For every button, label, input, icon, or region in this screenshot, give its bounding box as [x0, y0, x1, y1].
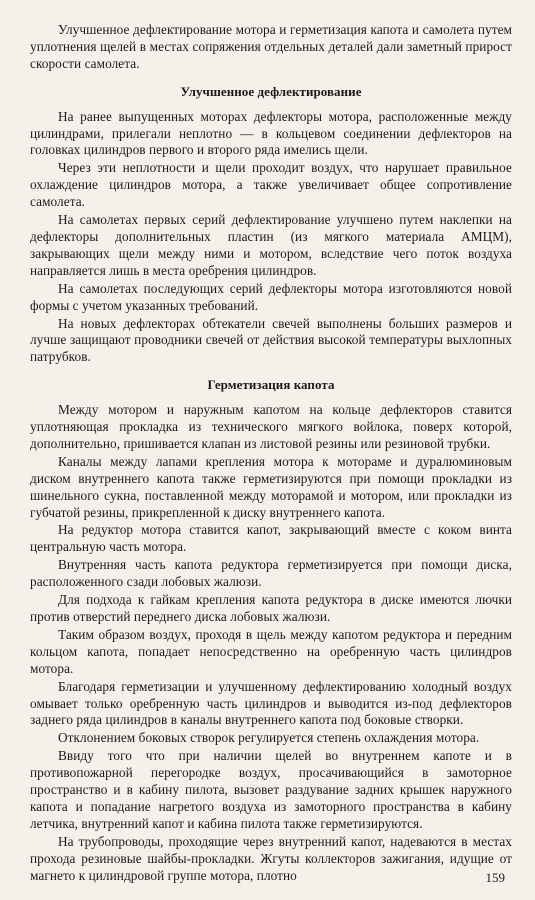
paragraph: Ввиду того что при наличии щелей во внутреннем капоте и в противопожарной перегородке воздух, просачивающийся в замоторное пространство и в кабину пилота, вызовет раздувание задних крышек наружного капота и попадание нагретого воздуха из замоторного пространства в кабину летчика, внутренний капот и кабина пилота также герметизируются. — [30, 748, 512, 831]
paragraph: Отклонением боковых створок регулируется степень охлаждения мотора. — [58, 730, 480, 746]
paragraph: Внутренняя часть капота редуктора герметизируется при помощи диска, расположенного сзади лобовых жалюзи. — [30, 557, 512, 590]
paragraph: На трубопроводы, проходящие через внутренний капот, надеваются в местах прохода резиновые шайбы-прокладки. Жгуты коллекторов зажигания, идущие от магнето к цилиндровой группе мотора, плотно — [30, 833, 512, 883]
paragraph: Благодаря герметизации и улучшенному дефлектированию холодный воздух омывает только оребренную часть цилиндров и выводится из-под дефлекторов заднего ряда цилиндров в каналы внутреннего капота под боковые створки. — [30, 678, 512, 728]
intro-paragraph: Улучшенное дефлектирование мотора и герметизация капота и самолета путем уплотнения щелей в местах сопряжения отдельных деталей дали заметный прирост скорости самолета. — [30, 22, 512, 71]
page-text-body — [30, 22, 512, 886]
section-heading-deflection: Улучшенное дефлектирование — [180, 83, 362, 99]
paragraph: На новых дефлекторах обтекатели свечей выполнены больших размеров и лучше защищают проводники свечей от действия высокой температуры выхлопных патрубков. — [30, 315, 512, 365]
paragraph: На самолетах первых серий дефлектирование улучшено путем наклепки на дефлекторы дополнительных пластин (из мягкого материала АМЦМ), закрывающих щели между ними и мотором, вследствие чего поток воздуха направляется лишь в места оребрения цилиндров. — [30, 212, 512, 278]
paragraph: Для подхода к гайкам крепления капота редуктора в диске имеются лючки против отверстий переднего диска лобовых жалюзи. — [30, 592, 512, 624]
section-heading-hood-sealing: Герметизация капота — [207, 377, 335, 393]
paragraph: На редуктор мотора ставится капот, закрывающий вместе с коком винта центральную часть мотора. — [30, 522, 512, 555]
page-number: 159 — [485, 870, 505, 885]
paragraph: Через эти неплотности и щели проходит воздух, что нарушает правильное охлаждение цилиндров мотора, а также увеличивает общее сопротивление самолета. — [30, 160, 512, 210]
paragraph: На самолетах последующих серий дефлекторы мотора изготовляются новой формы с учетом указанных требований. — [30, 280, 512, 313]
paragraph: На ранее выпущенных моторах дефлекторы мотора, расположенные между цилиндрами, прилегали неплотно — в кольцевом соединении дефлекторов на головках цилиндров первого и второго ряда имелись щели. — [30, 108, 512, 158]
paragraph: Каналы между лапами крепления мотора к мотораме и дуралюминовым диском внутреннего капота также герметизируются при помощи прокладки из шинельного сукна, поставленной между моторамой и мотором, или прокладки из губчатой резины, прикрепленной к диску внутреннего капота. — [30, 453, 512, 520]
paragraph: Таким образом воздух, проходя в щель между капотом редуктора и передним кольцом капота, попадает непосредственно на оребренную часть цилиндров мотора. — [30, 626, 512, 676]
paragraph: Между мотором и наружным капотом на кольце дефлекторов ставится уплотняющая прокладка из технического мягкого войлока, поверх которой, дополнительно, пришивается клапан из листовой резины или резиновой трубки. — [30, 402, 512, 451]
